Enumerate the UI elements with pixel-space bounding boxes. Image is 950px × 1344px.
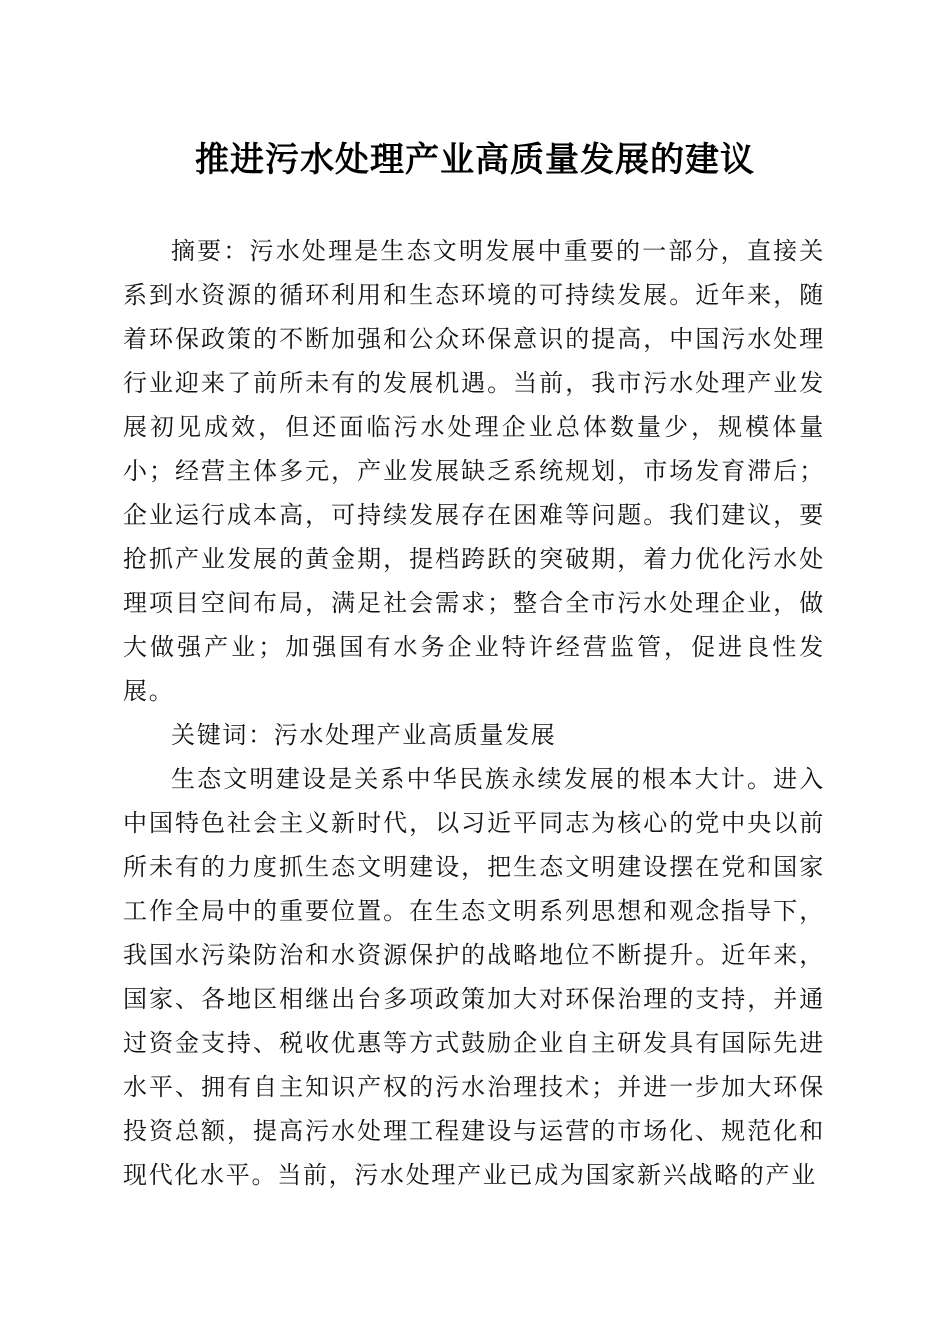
document-body — [123, 229, 825, 1197]
body-paragraph: 生态文明建设是关系中华民族永续发展的根本大计。进入中国特色社会主义新时代，以习近平同志为核心的党中央以前所未有的力度抓生态文明建设，把生态文明建设摆在党和国家工作全局中的重要位置。在生态文明系列思想和观念指导下，我国水污染防治和水资源保护的战略地位不断提升。近年来，国家、各地区相继出台多项政策加大对环保治理的支持，并通过资金支持、税收优惠等方式鼓励企业自主研发具有国际先进水平、拥有自主知识产权的污水治理技术；并进一步加大环保投资总额，提高污水处理工程建设与运营的市场化、规范化和现代化水平。当前，污水处理产业已成为国家新兴战略的产业 — [123, 765, 825, 1189]
keywords-paragraph: 关键词：污水处理产业高质量发展 — [171, 721, 557, 749]
abstract-paragraph: 摘要：污水处理是生态文明发展中重要的一部分，直接关系到水资源的循环利用和生态环境的可持续发展。近年来，随着环保政策的不断加强和公众环保意识的提高，中国污水处理行业迎来了前所未有的发展机遇。当前，我市污水处理产业发展初见成效，但还面临污水处理企业总体数量少，规模体量小；经营主体多元，产业发展缺乏系统规划，市场发育滞后；企业运行成本高，可持续发展存在困难等问题。我们建议，要抢抓产业发展的黄金期，提档跨跃的突破期，着力优化污水处理项目空间布局，满足社会需求；整合全市污水处理企业，做大做强产业；加强国有水务企业特许经营监管，促进良性发展。 — [123, 237, 825, 705]
document-title: 推进污水处理产业高质量发展的建议 — [195, 140, 755, 180]
